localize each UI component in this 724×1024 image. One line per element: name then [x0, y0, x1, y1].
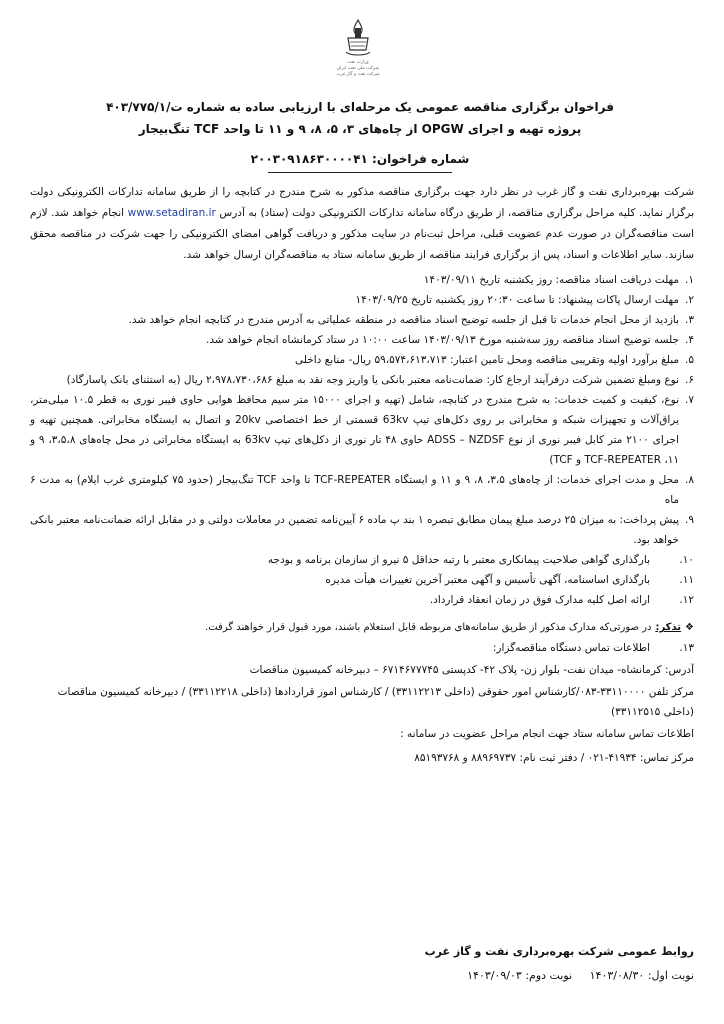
note-label: تذکر: — [655, 622, 682, 633]
publication-dates: نوبت اول: ۱۴۰۳/۰۸/۳۰ نوبت دوم: ۱۴۰۳/۰۹/۰۳ — [467, 969, 694, 982]
item-number: ۱. — [685, 274, 694, 286]
item-number: ۲. — [685, 294, 694, 306]
list-item — [30, 510, 694, 550]
item-text: بارگذاری گواهی صلاحیت پیمانکاری معتبر با رتبه حداقل ۵ نیرو از سازمان برنامه و بودجه — [267, 554, 650, 566]
item-number: ۶. — [685, 374, 694, 386]
item-number: ۷. — [685, 394, 694, 406]
item-number: ۸. — [685, 474, 694, 486]
item-text: نوع ومبلغ تضمین شرکت درفرآیند ارجاع کار: ضمانت‌نامه معتبر بانکی یا واریز وجه نقد به مبلغ ۲،۹۷۸،۷۳۰،۶۸۶ ریال (به استثنای بانک پاسارگاد) — [66, 374, 680, 386]
ministry-line: شرکت نفت و گاز غرب — [336, 72, 380, 77]
list-item — [30, 330, 694, 350]
footer — [425, 940, 694, 988]
item-number: ۱۳. — [679, 642, 694, 654]
contact-address: آدرس: کرمانشاه- میدان نفت- بلوار زن- پلاک ۴۲- کدپستی ۶۷۱۴۶۷۷۷۴۵ – دبیرخانه کمیسیون مناقصات — [249, 664, 694, 676]
setad-contact-phones: مرکز تماس: ۴۱۹۳۴-۰۲۱ / دفتر ثبت نام: ۸۸۹۶۹۷۳۷ و ۸۵۱۹۳۷۶۸ — [414, 752, 694, 764]
item-text: مهلت ارسال پاکات پیشنهاد: تا ساعت ۲۰:۳۰ روز یکشنبه تاریخ ۱۴۰۳/۰۹/۲۵ — [355, 294, 680, 306]
contact-heading-row — [30, 638, 694, 658]
list-item — [30, 270, 694, 290]
setad-link[interactable]: www.setadiran.ir — [127, 207, 216, 219]
item-number: ۳. — [685, 314, 694, 326]
setad-contact-heading: اطلاعات تماس سامانه ستاد جهت انجام مراحل عضویت در سامانه : — [400, 728, 694, 740]
footer-org: روابط عمومی شرکت بهره‌برداری نفت و گاز غرب — [424, 945, 694, 958]
tender-title: فراخوان برگزاری مناقصه عمومی یک مرحله‌ای با ارزیابی ساده به شماره ت/۴۰۳/۷۷۵/۱ — [106, 100, 614, 114]
list-item — [30, 470, 694, 510]
list-item — [30, 290, 694, 310]
intro-paragraph — [30, 182, 694, 266]
item-number: ۹. — [685, 514, 694, 526]
item-text: پیش پرداخت: به میزان ۲۵ درصد مبلغ پیمان مطابق تبصره ۱ بند پ ماده ۶ آیین‌نامه تضمین در معاملات دولتی و در مقابل ارائه ضمانت‌نامه معتبر بانکی خواهد بود. — [30, 514, 680, 546]
title-block — [90, 96, 630, 140]
item-text: مبلغ برآورد اولیه وتقریبی مناقصه ومحل تامین اعتبار: ۵۹،۵۷۴،۶۱۳،۷۱۳ ریال- منابع داخلی — [295, 354, 680, 366]
item-text: محل و مدت اجرای خدمات: از چاه‌های ۳،۵، ۸، ۹ و ۱۱ و ایستگاه TCF-REPEATER تا واحد TCF تنگ‌بیجار (حدود ۷۵ کیلومتری غرب ایلام) به مدت ۶ ماه — [30, 474, 680, 506]
ministry-line: وزارت نفت — [347, 60, 369, 65]
list-item — [30, 310, 694, 330]
note — [30, 618, 694, 638]
ministry-line: شرکت ملی نفت ایران — [336, 66, 380, 71]
intro-text-2: انجام خواهد شد. لازم است مناقصه‌گران در صورت عدم عضویت قبلی، مراحل ثبت‌نام در سایت مذکور و دریافت گواهی امضای الکترونیکی را جهت شرکت در مناقصه محقق سازند. سایر اطلاعات و اسناد، پس از برگزاری فرایند مناقصه از طریق سامانه ستاد به مناقصه‌گران ارسال خواهد شد. — [30, 207, 694, 261]
notice-body — [30, 182, 694, 770]
item-text: مهلت دریافت اسناد مناقصه: روز یکشنبه تاریخ ۱۴۰۳/۰۹/۱۱ — [423, 274, 680, 286]
item-number: ۵. — [685, 354, 694, 366]
ministry-caption — [322, 60, 394, 78]
list-item — [30, 550, 694, 570]
list-item — [30, 370, 694, 390]
list-item — [30, 570, 694, 590]
item-text: جلسه توضیح اسناد مناقصه روز سه‌شنبه مورخ ۱۴۰۳/۰۹/۱۳ ساعت ۱۰:۰۰ در ستاد کرمانشاه انجام خواهد شد. — [206, 334, 680, 346]
item-number: ۱۰. — [679, 554, 694, 566]
call-number-underline — [268, 172, 452, 173]
item-number: ۱۲. — [679, 594, 694, 606]
list-item — [30, 350, 694, 370]
list-item — [30, 390, 694, 470]
item-text: نوع، کیفیت و کمیت خدمات: به شرح مندرج در کتابچه، شامل (تهیه و اجرای ۱۵۰۰۰ متر سیم محافظ هوایی حاوی فیبر نوری به قطر ۱۰.۵ میلی‌متر، یراق‌آلات و تجهیزات شبکه و مخابراتی بر روی دکل‌های تیپ 63kv قسمتی از خط اختصاصی 20kv و اتصال به ایستگاه مخابراتی. همچنین تهیه و اجرای ۲۱۰۰ متر کابل فیبر نوری از نوع ADSS – NZDSF حاوی ۴۸ تار نوری از دکل‌های تیپ 63kv به ایستگاه مخابراتی در محل چاه‌های ۳،۵،۸، ۹ و ۱۱، TCF-REPEATER و TCF) — [30, 394, 680, 466]
intro-text-1: شرکت بهره‌برداری نفت و گاز غرب در نظر دارد جهت برگزاری مناقصه مذکور به شرح مندرج در کتابچه را از طریق سامانه تدارکات الکترونیکی دولت برگزار نماید. کلیه مراحل برگزاری مناقصه، از طریق درگاه سامانه تدارکات الکترونیکی دولت (ستاد) به آدرس — [30, 186, 695, 219]
call-number: شماره فراخوان: ۲۰۰۳۰۹۱۸۶۳۰۰۰۰۴۱ — [250, 152, 470, 166]
contact-heading: اطلاعات تماس دستگاه مناقصه‌گزار: — [492, 642, 650, 654]
item-text: بارگذاری اساسنامه، آگهی تأسیس و آگهی معتبر آخرین تغییرات هیأت مدیره — [325, 574, 650, 586]
item-text: بازدید از محل انجام خدمات تا قبل از جلسه توضیح اسناد مناقصه در منطقه عملیاتی به آدرس مندرج در کتابچه انجام خواهد شد. — [128, 314, 680, 326]
list-item — [30, 590, 694, 610]
item-number: ۱۱. — [679, 574, 694, 586]
note-bullet-icon: ❖ — [685, 622, 694, 633]
item-text: ارائه اصل کلیه مدارک فوق در زمان انعقاد قرارداد. — [429, 594, 650, 606]
project-title: پروژه تهیه و اجرای OPGW از چاه‌های ۳، ۵، ۸، ۹ و ۱۱ تا واحد TCF تنگ‌بیجار — [138, 122, 582, 136]
contact-phones: مرکز تلفن ۳۳۱۱۰۰۰۰-۰۸۳/کارشناس امور حقوقی (داخلی ۳۳۱۱۲۲۱۳) / کارشناس امور قراردادها (داخلی ۳۳۱۱۲۲۱۸) / دبیرخانه کمیسیون مناقصات (داخلی ۳۳۱۱۲۵۱۵) — [57, 686, 694, 718]
contact-section — [30, 638, 694, 770]
note-text: در صورتی‌که مدارک مذکور از طریق سامانه‌های مربوطه قابل استعلام باشند، مورد قبول قرار خواهند گرفت. — [205, 622, 652, 633]
item-number: ۴. — [685, 334, 694, 346]
